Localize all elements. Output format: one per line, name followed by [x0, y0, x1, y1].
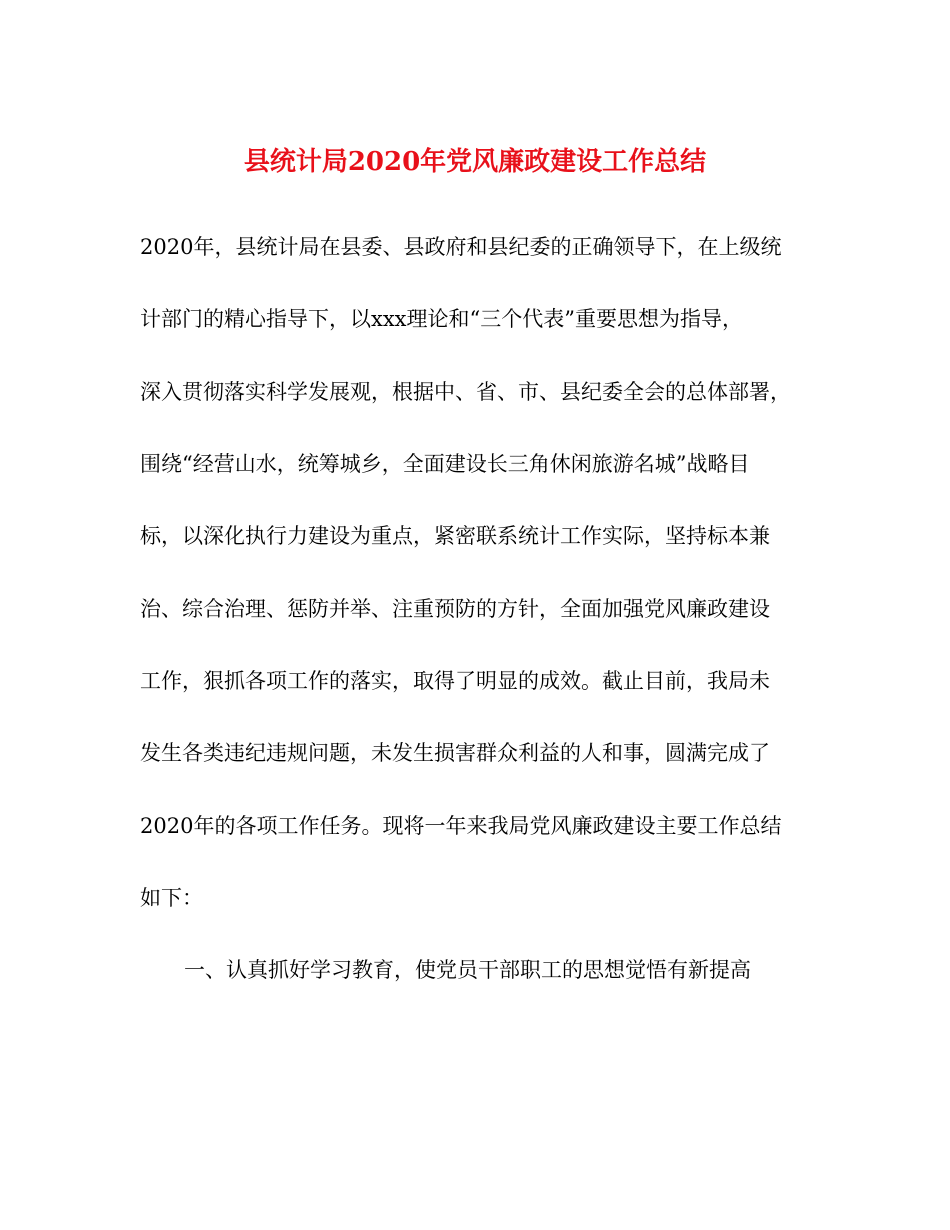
paragraph-line: 围绕“经营山水，统筹城乡，全面建设长三角休闲旅游名城”战略目 — [140, 452, 750, 476]
paragraph-line: 治、综合治理、惩防并举、注重预防的方针，全面加强党风廉政建设 — [140, 597, 770, 621]
paragraph-line: 深入贯彻落实科学发展观，根据中、省、市、县纪委全会的总体部署， — [140, 380, 791, 404]
document-body — [140, 232, 820, 992]
paragraph-line: 发生各类违纪违规问题，未发生损害群众利益的人和事，圆满完成了 — [140, 741, 770, 765]
paragraph-line: 如下： — [140, 886, 203, 910]
paragraph-line: 2020年的各项工作任务。现将一年来我局党风廉政建设主要工作总结 — [140, 814, 782, 838]
paragraph-line: 计部门的精心指导下，以xxx理论和“三个代表”重要思想为指导， — [140, 307, 743, 331]
paragraph-line: 工作，狠抓各项工作的落实，取得了明显的成效。截止目前，我局未 — [140, 669, 770, 693]
paragraph-line: 标，以深化执行力建设为重点，紧密联系统计工作实际，坚持标本兼 — [140, 524, 770, 548]
section-heading: 一、认真抓好学习教育，使党员干部职工的思想觉悟有新提高 — [184, 958, 751, 982]
paragraph-line: 2020年，县统计局在县委、县政府和县纪委的正确领导下，在上级统 — [140, 235, 782, 259]
document-title: 县统计局2020年党风廉政建设工作总结 — [243, 147, 707, 177]
